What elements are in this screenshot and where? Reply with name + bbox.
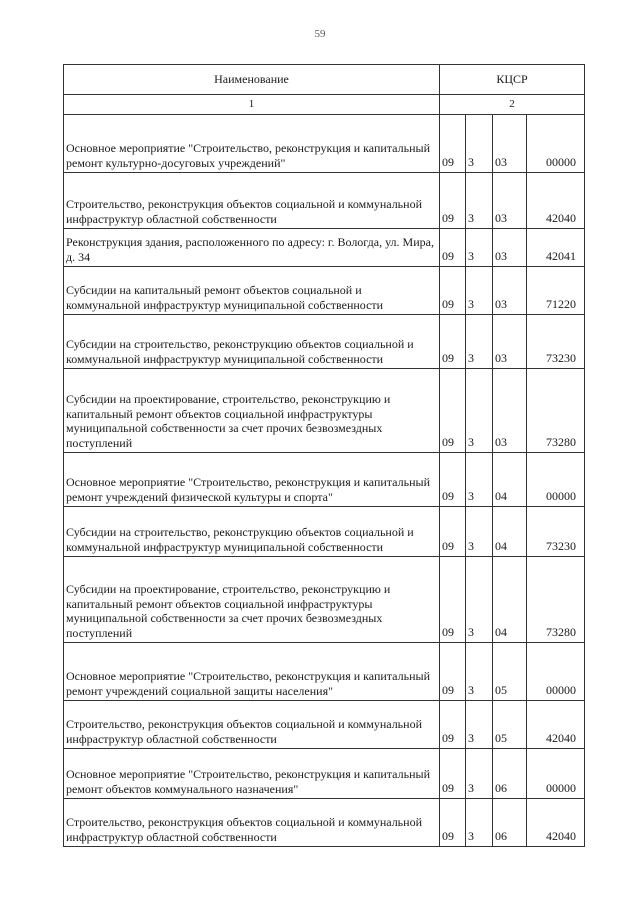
code-program: 09	[440, 701, 466, 749]
code-event: 03	[493, 173, 527, 229]
code-event: 03	[493, 315, 527, 369]
table-row	[64, 507, 585, 557]
code-program: 09	[440, 229, 466, 267]
code-direction: 42041	[527, 229, 585, 267]
page-number: 59	[314, 28, 326, 40]
row-name: Субсидии на проектирование, строительство, реконструкцию и капитальный ремонт объектов социальной инфраструктуры муниципальной собственности за счет прочих безвозмездных поступлений	[64, 557, 440, 643]
row-name: Основное мероприятие "Строительство, реконструкция и капитальный ремонт учреждений физической культуры и спорта"	[64, 453, 440, 507]
row-name: Реконструкция здания, расположенного по адресу: г. Вологда, ул. Мира, д. 34	[64, 229, 440, 267]
table-row	[64, 315, 585, 369]
code-program: 09	[440, 115, 466, 173]
row-name: Строительство, реконструкция объектов социальной и коммунальной инфраструктур областной собственности	[64, 173, 440, 229]
table-row	[64, 115, 585, 173]
code-direction: 00000	[527, 453, 585, 507]
column-number-1: 1	[64, 95, 440, 115]
code-direction: 73230	[527, 315, 585, 369]
code-event: 05	[493, 701, 527, 749]
code-direction: 42040	[527, 173, 585, 229]
code-direction: 73280	[527, 557, 585, 643]
row-name: Субсидии на строительство, реконструкцию объектов социальной и коммунальной инфраструктур муниципальной собственности	[64, 507, 440, 557]
table-row	[64, 229, 585, 267]
code-program: 09	[440, 557, 466, 643]
code-event: 05	[493, 643, 527, 701]
row-name: Основное мероприятие "Строительство, реконструкция и капитальный ремонт объектов коммунального назначения"	[64, 749, 440, 799]
code-subprogram: 3	[466, 453, 493, 507]
code-direction: 00000	[527, 115, 585, 173]
code-direction: 73230	[527, 507, 585, 557]
code-program: 09	[440, 643, 466, 701]
row-name: Строительство, реконструкция объектов социальной и коммунальной инфраструктур областной собственности	[64, 799, 440, 847]
code-subprogram: 3	[466, 507, 493, 557]
code-program: 09	[440, 173, 466, 229]
header-name: Наименование	[64, 65, 440, 95]
table-row	[64, 557, 585, 643]
code-subprogram: 3	[466, 229, 493, 267]
code-program: 09	[440, 315, 466, 369]
table-row	[64, 643, 585, 701]
row-name: Строительство, реконструкция объектов социальной и коммунальной инфраструктур областной собственности	[64, 701, 440, 749]
code-subprogram: 3	[466, 643, 493, 701]
code-program: 09	[440, 749, 466, 799]
code-event: 04	[493, 453, 527, 507]
code-direction: 42040	[527, 799, 585, 847]
code-event: 04	[493, 507, 527, 557]
code-subprogram: 3	[466, 369, 493, 453]
code-direction: 00000	[527, 749, 585, 799]
row-name: Субсидии на капитальный ремонт объектов социальной и коммунальной инфраструктур муниципальной собственности	[64, 267, 440, 315]
table-row	[64, 701, 585, 749]
code-subprogram: 3	[466, 315, 493, 369]
table-row	[64, 173, 585, 229]
code-direction: 73280	[527, 369, 585, 453]
code-event: 03	[493, 229, 527, 267]
table-row	[64, 267, 585, 315]
kcsr-table	[63, 64, 585, 847]
code-program: 09	[440, 799, 466, 847]
row-name: Основное мероприятие "Строительство, реконструкция и капитальный ремонт культурно-досуговых учреждений"	[64, 115, 440, 173]
code-subprogram: 3	[466, 173, 493, 229]
code-subprogram: 3	[466, 701, 493, 749]
table-body	[64, 115, 585, 847]
table-row	[64, 749, 585, 799]
code-subprogram: 3	[466, 557, 493, 643]
code-program: 09	[440, 369, 466, 453]
row-name: Субсидии на проектирование, строительство, реконструкцию и капитальный ремонт объектов социальной инфраструктуры муниципальной собственности за счет прочих безвозмездных поступлений	[64, 369, 440, 453]
table-row	[64, 369, 585, 453]
code-event: 03	[493, 267, 527, 315]
row-name: Основное мероприятие "Строительство, реконструкция и капитальный ремонт учреждений социальной защиты населения"	[64, 643, 440, 701]
code-event: 03	[493, 115, 527, 173]
code-subprogram: 3	[466, 115, 493, 173]
code-program: 09	[440, 453, 466, 507]
row-name: Субсидии на строительство, реконструкцию объектов социальной и коммунальной инфраструктур муниципальной собственности	[64, 315, 440, 369]
header-kcsr: КЦСР	[440, 65, 585, 95]
code-direction: 00000	[527, 643, 585, 701]
code-direction: 42040	[527, 701, 585, 749]
table-row	[64, 453, 585, 507]
code-subprogram: 3	[466, 799, 493, 847]
code-subprogram: 3	[466, 749, 493, 799]
code-event: 03	[493, 369, 527, 453]
code-direction: 71220	[527, 267, 585, 315]
table-row	[64, 799, 585, 847]
code-subprogram: 3	[466, 267, 493, 315]
code-event: 04	[493, 557, 527, 643]
column-number-2: 2	[440, 95, 585, 115]
code-program: 09	[440, 267, 466, 315]
code-event: 06	[493, 799, 527, 847]
code-event: 06	[493, 749, 527, 799]
code-program: 09	[440, 507, 466, 557]
